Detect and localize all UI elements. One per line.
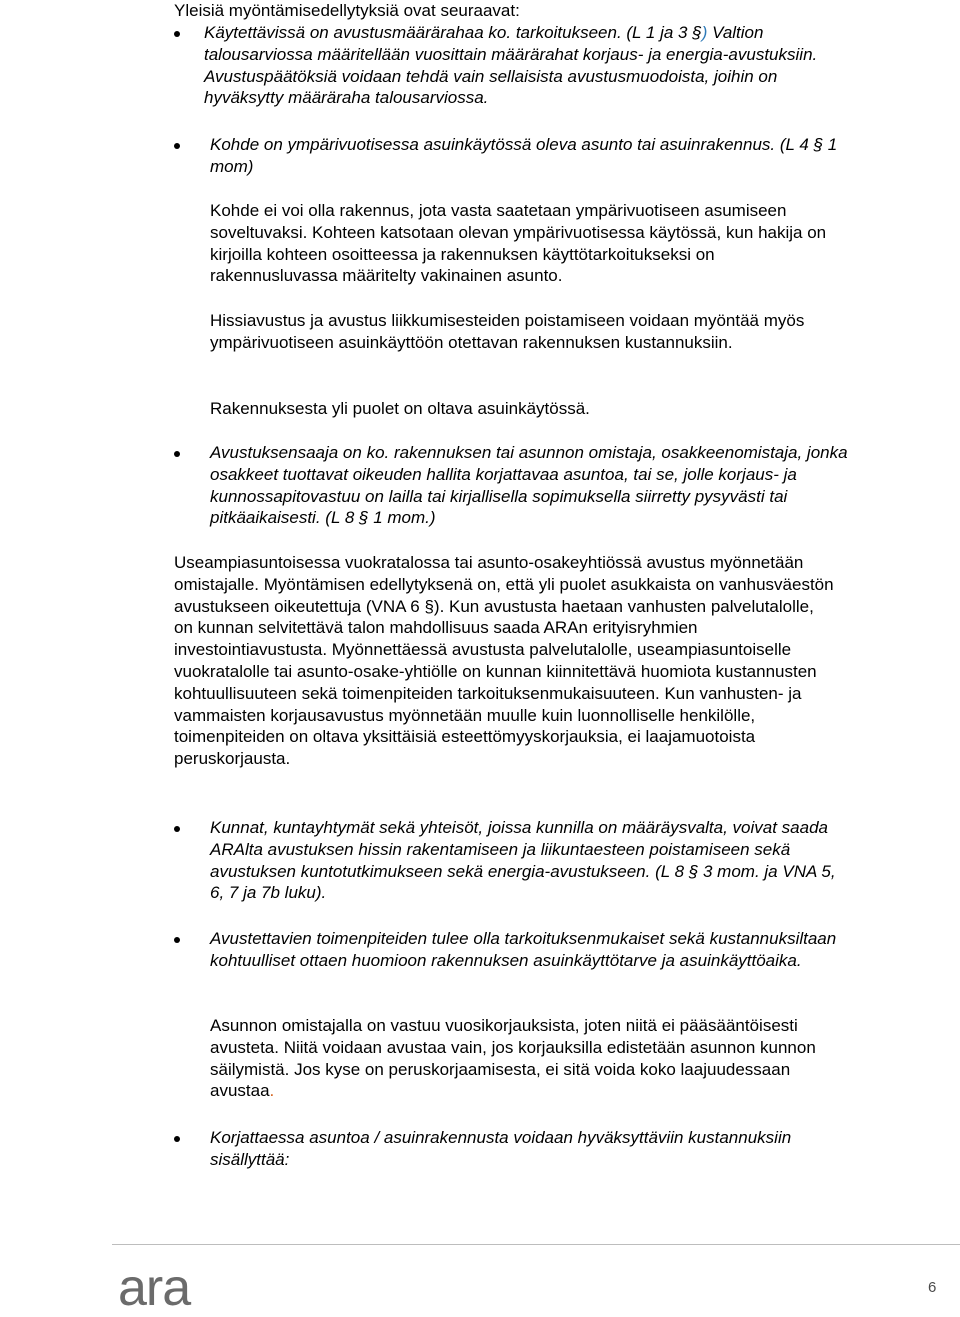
period-accent: . <box>269 1081 275 1101</box>
section-sign: § <box>692 23 702 42</box>
paragraph-kohde: Kohde ei voi olla rakennus, jota vasta saatetaan ympärivuotiseen asumiseen soveltuvaksi. Kohteen katsotaan olevan ympärivuotisessa käytössä, kun hakija on kirjoilla kohteen osoitteessa ja rakennuksen käyttötarkoitukseksi on rakennusluvassa määritelty vakinainen asunto. <box>210 201 827 286</box>
paragraph-puolet: Rakennuksesta yli puolet on oltava asuinkäytössä. <box>210 399 590 418</box>
bullet-text: Kohde on ympärivuotisessa asuinkäytössä oleva asunto tai asuinrakennus. (L 4 § 1 mom) <box>210 135 838 176</box>
link-paren: ) <box>701 23 708 42</box>
bullet-icon <box>174 937 180 943</box>
bullet-text: Avustuksensaaja on ko. rakennuksen tai asunnon omistaja, osakkeenomistaja, jonka osakkeet tuottavat oikeuden hallita korjattavaa asuntoa, tai se, jolle korjaus- ja kunnossapitovastuu on lailla tai kirjallisella sopimuksella siirretty pysyvästi tai pitkäaikaisesti. (L 8 § 1 mom.) <box>210 443 848 528</box>
bullet-text: Avustettavien toimenpiteiden tulee olla tarkoituksenmukaiset sekä kustannuksiltaan kohtuulliset ottaen huomioon rakennuksen asuinkäyttötarve ja asuinkäyttöaika. <box>210 929 837 970</box>
paragraph-omistaja: Asunnon omistajalla on vastuu vuosikorjauksista, joten niitä ei pääsääntöisesti avusteta. Niitä voidaan avustaa vain, jos korjauksilla edistetään asunnon kunnon säilymistä. Jos kyse on peruskorjaamisesta, ei sitä voida koko laajuudessaan avustaa. <box>210 1016 816 1101</box>
bullet-icon <box>174 1136 180 1142</box>
intro-text: Yleisiä myöntämisedellytyksiä ovat seuraavat: <box>174 1 520 20</box>
section-sign: § <box>813 135 824 154</box>
bullet-icon <box>174 826 180 832</box>
section-sign: § <box>688 861 699 881</box>
footer-divider <box>112 1244 960 1245</box>
ara-logo: ara <box>118 1259 191 1317</box>
paragraph-hissi: Hissiavustus ja avustus liikkumisesteiden poistamiseen voidaan myöntää myös ympärivuotiseen asuinkäyttöön otettavan rakennuksen kustannuksiin. <box>210 311 805 352</box>
bullet-text: Käytettävissä on avustusmäärärahaa ko. tarkoitukseen. (L 1 ja 3 §) Valtion talousarviossa määritellään vuosittain määrärahat korjaus- ja energia-avustuksiin. Avustuspäätöksiä voidaan tehdä vain sellaisista avustusmuodoista, joihin on hyväksytty määräraha talousarviossa. <box>204 23 818 108</box>
bullet-icon <box>174 143 180 149</box>
paragraph-useampi: Useampiasuntoisessa vuokratalossa tai asunto-osakeyhtiössä avustus myönnetään omistajalle. Myöntämisen edellytyksenä on, että yli puolet asukkaista on vanhusväestön avustukseen oikeutettuja (VNA 6 §). Kun avustusta haetaan vanhusten palvelutalolle, on kunnan selvitettävä talon mahdollisuus saada ARAn erityisryhmien investointiavustusta. Myönnettäessä avustusta palvelutalolle, useampiasuntoiselle vuokratalolle tai asunto-osake-yhtiölle on kunnan kiinnitettävä huomiota kustannusten kohtuullisuuteen sekä toimenpiteiden tarkoituksenmukaisuuteen. Kun vanhusten- ja vammaisten korjausavustus myönnetään muulle kuin luonnolliselle henkilölle, toimenpiteiden on oltava yksittäisiä esteettömyyskorjauksia, ei laajamuotoista peruskorjausta. <box>174 553 834 769</box>
section-sign: § <box>359 508 369 528</box>
bullet-icon <box>174 31 180 37</box>
bullet-icon <box>174 451 180 457</box>
page-number: 6 <box>928 1279 937 1296</box>
bullet-text: Kunnat, kuntayhtymät sekä yhteisöt, joissa kunnilla on määräysvalta, voivat saada ARAlta avustuksen hissin rakentamiseen ja liikuntaesteen poistamiseen sekä avustuksen kuntotutkimukseen sekä energia-avustukseen. (L 8 § 3 mom. ja VNA 5, 6, 7 ja 7b luku). <box>210 818 836 903</box>
bullet-text: Korjattaessa asuntoa / asuinrakennusta voidaan hyväksyttäviin kustannuksiin sisällyttää: <box>210 1128 792 1169</box>
section-sign: § <box>424 596 434 616</box>
